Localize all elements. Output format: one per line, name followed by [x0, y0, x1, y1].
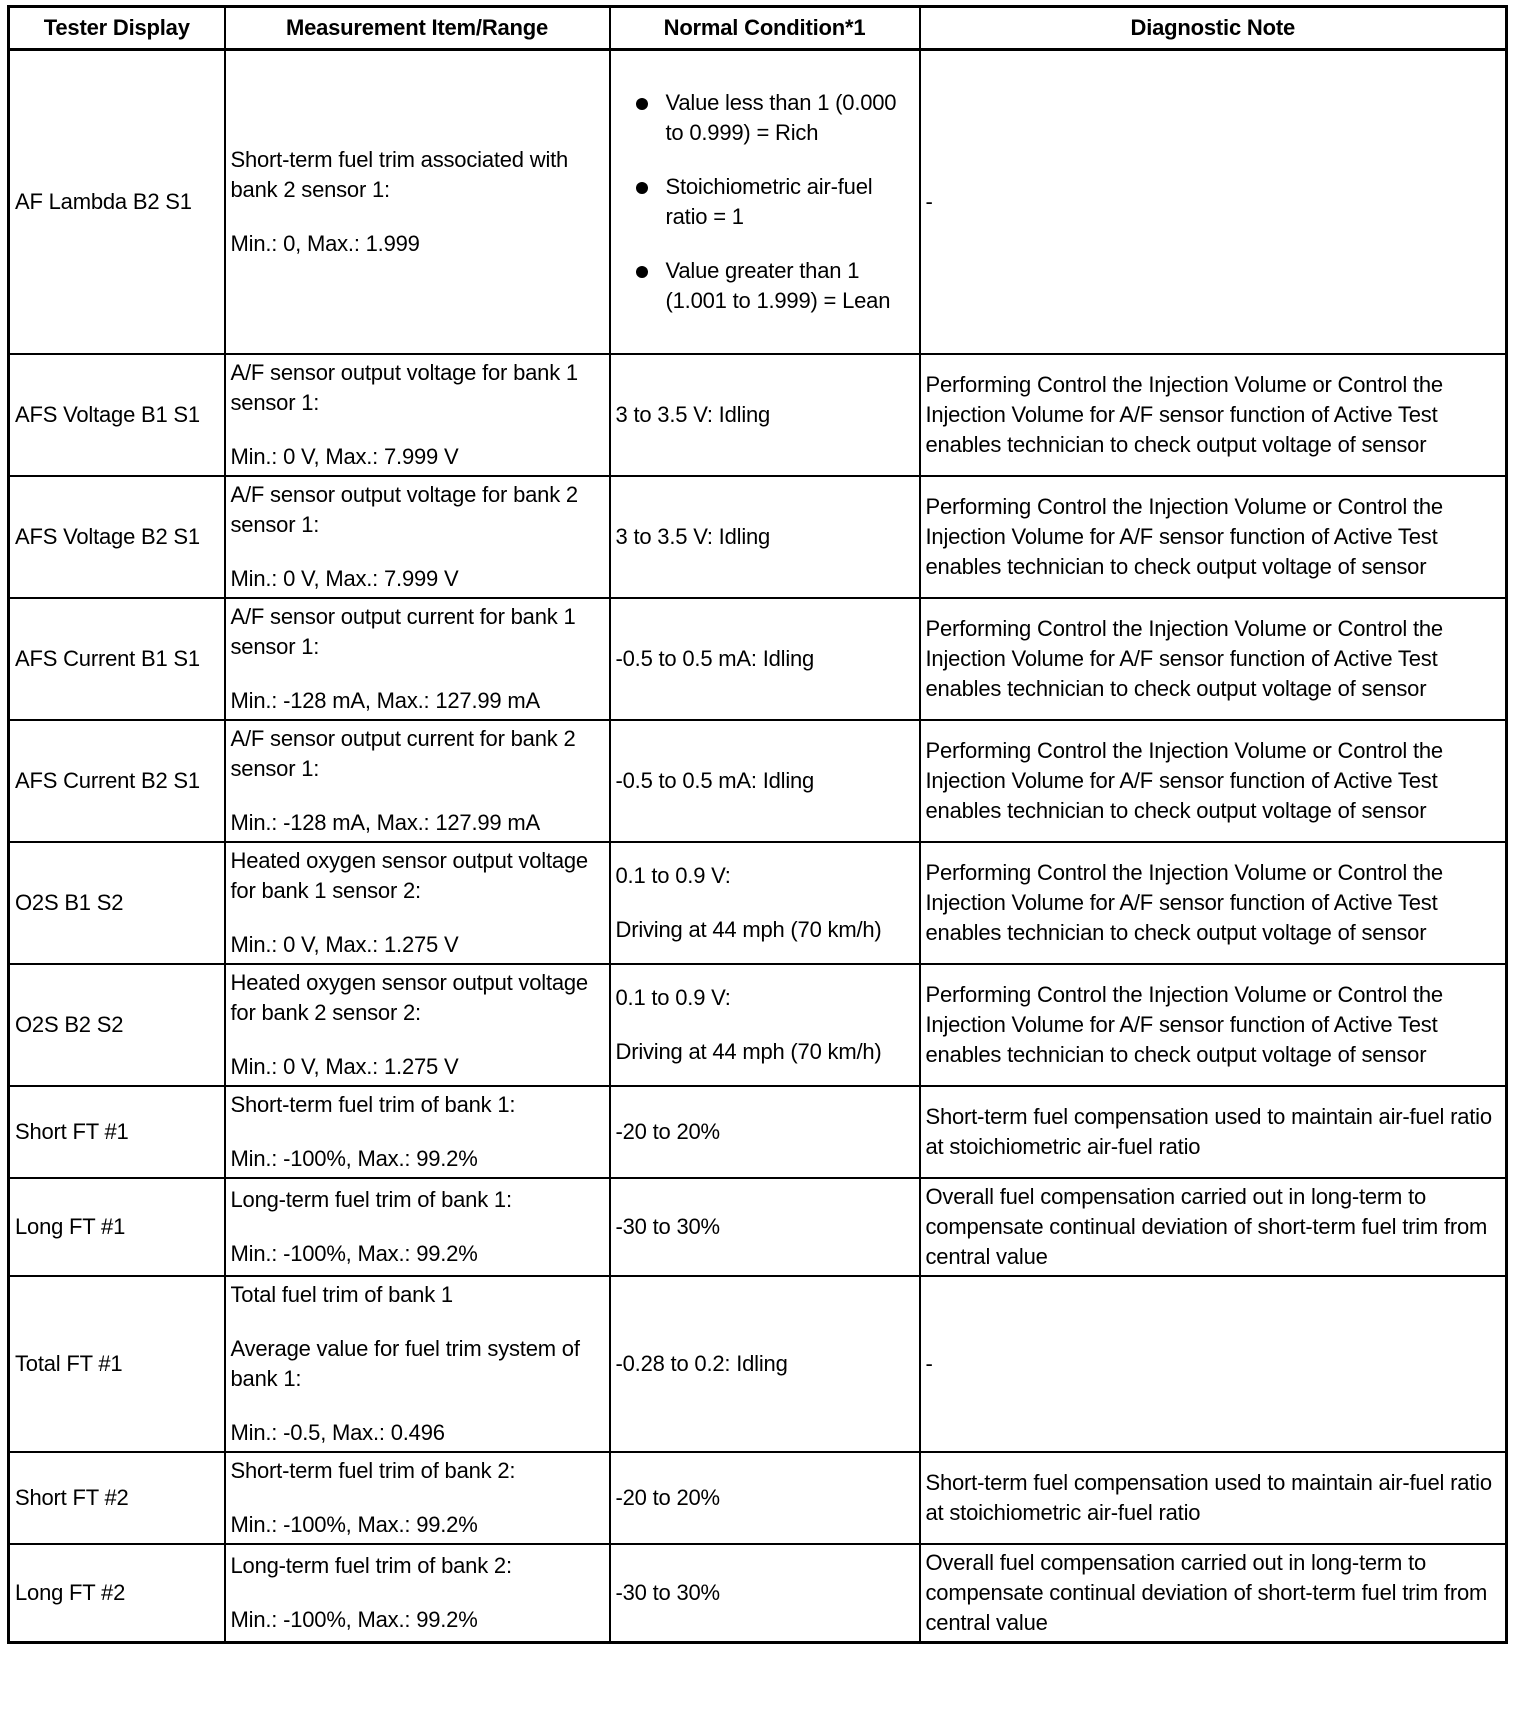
measurement-description: Short-term fuel trim of bank 2: — [230, 1458, 516, 1483]
table-row — [9, 1276, 1507, 1452]
table-header — [9, 7, 1507, 50]
header-tester-display: Tester Display — [9, 7, 225, 50]
normal-condition-bullet — [616, 88, 914, 148]
normal-condition-cell — [610, 598, 920, 720]
measurement-description: Average value for fuel trim system of bank 1: — [230, 1336, 580, 1391]
normal-condition-cell — [610, 842, 920, 964]
tester-display-cell: AFS Voltage B1 S1 — [9, 354, 225, 476]
diagnostic-note-cell: Performing Control the Injection Volume or Control the Injection Volume for A/F sensor function of Active Test enables technician to check output voltage of sensor — [920, 964, 1507, 1086]
tester-display-cell: O2S B2 S2 — [9, 964, 225, 1086]
table-row — [9, 842, 1507, 964]
tester-display-cell: Short FT #2 — [9, 1452, 225, 1544]
measurement-description: A/F sensor output current for bank 1 sensor 1: — [230, 604, 576, 659]
measurement-range: Min.: 0 V, Max.: 1.275 V — [230, 932, 459, 957]
header-normal-condition: Normal Condition*1 — [610, 7, 920, 50]
normal-condition-cell — [610, 476, 920, 598]
tester-display-cell: AFS Current B2 S1 — [9, 720, 225, 842]
measurement-cell — [225, 964, 610, 1086]
normal-condition-bullet — [616, 256, 914, 316]
measurement-cell — [225, 598, 610, 720]
tester-display-cell: Long FT #2 — [9, 1544, 225, 1643]
measurement-cell — [225, 842, 610, 964]
measurement-range: Min.: 0 V, Max.: 7.999 V — [230, 566, 459, 591]
measurement-description: A/F sensor output voltage for bank 2 sensor 1: — [230, 482, 578, 537]
normal-condition-value: -20 to 20% — [615, 1119, 720, 1144]
table-row — [9, 476, 1507, 598]
measurement-range: Min.: -128 mA, Max.: 127.99 mA — [230, 688, 540, 713]
bullet-icon — [636, 182, 648, 194]
normal-condition-cell — [610, 1178, 920, 1276]
normal-condition-value: -0.28 to 0.2: Idling — [615, 1351, 788, 1376]
diagnostic-note-cell: - — [920, 50, 1507, 355]
tester-display-cell: AFS Current B1 S1 — [9, 598, 225, 720]
measurement-range: Min.: 0 V, Max.: 7.999 V — [230, 444, 459, 469]
table-row — [9, 720, 1507, 842]
measurement-title: Total fuel trim of bank 1 — [230, 1282, 453, 1307]
measurement-description: Short-term fuel trim associated with bank 2 sensor 1: — [230, 147, 569, 202]
diagnostic-note-cell: Short-term fuel compensation used to maintain air-fuel ratio at stoichiometric air-fuel ratio — [920, 1086, 1507, 1178]
table-row — [9, 964, 1507, 1086]
normal-condition-cell — [610, 1452, 920, 1544]
measurement-cell — [225, 1178, 610, 1276]
normal-condition-value: 3 to 3.5 V: Idling — [615, 402, 771, 427]
measurement-range: Min.: -100%, Max.: 99.2% — [230, 1241, 478, 1266]
measurement-description: Heated oxygen sensor output voltage for bank 1 sensor 2: — [230, 848, 588, 903]
measurement-range: Min.: -100%, Max.: 99.2% — [230, 1607, 478, 1632]
diagnostic-note-cell: Performing Control the Injection Volume or Control the Injection Volume for A/F sensor function of Active Test enables technician to check output voltage of sensor — [920, 720, 1507, 842]
diagnostic-note-cell: Performing Control the Injection Volume or Control the Injection Volume for A/F sensor function of Active Test enables technician to check output voltage of sensor — [920, 354, 1507, 476]
normal-condition-cell — [610, 50, 920, 355]
measurement-range: Min.: 0, Max.: 1.999 — [230, 231, 420, 256]
table-row — [9, 1544, 1507, 1643]
bullet-icon — [636, 98, 648, 110]
tester-display-cell: O2S B1 S2 — [9, 842, 225, 964]
diagnostic-note-cell: Overall fuel compensation carried out in long-term to compensate continual deviation of short-term fuel trim from central value — [920, 1544, 1507, 1643]
normal-condition-value: -30 to 30% — [615, 1214, 720, 1239]
measurement-range: Min.: -100%, Max.: 99.2% — [230, 1146, 478, 1171]
tester-display-cell: Short FT #1 — [9, 1086, 225, 1178]
measurement-description: A/F sensor output voltage for bank 1 sensor 1: — [230, 360, 578, 415]
measurement-description: Long-term fuel trim of bank 1: — [230, 1187, 512, 1212]
table-row — [9, 50, 1507, 355]
table-row — [9, 1178, 1507, 1276]
header-measurement-item: Measurement Item/Range — [225, 7, 610, 50]
measurement-description: Heated oxygen sensor output voltage for bank 2 sensor 2: — [230, 970, 588, 1025]
normal-condition-value: -30 to 30% — [615, 1580, 720, 1605]
measurement-range: Min.: 0 V, Max.: 1.275 V — [230, 1054, 459, 1079]
diagnostic-note-cell: Short-term fuel compensation used to maintain air-fuel ratio at stoichiometric air-fuel ratio — [920, 1452, 1507, 1544]
table-body — [9, 50, 1507, 1643]
normal-condition-cell — [610, 964, 920, 1086]
bullet-icon — [636, 266, 648, 278]
measurement-cell — [225, 1276, 610, 1452]
normal-condition-bullet — [616, 172, 914, 232]
normal-condition-list — [616, 88, 914, 316]
normal-condition-cell — [610, 1544, 920, 1643]
diagnostic-note-cell: Performing Control the Injection Volume or Control the Injection Volume for A/F sensor function of Active Test enables technician to check output voltage of sensor — [920, 598, 1507, 720]
diagnostic-note-cell: Overall fuel compensation carried out in long-term to compensate continual deviation of short-term fuel trim from central value — [920, 1178, 1507, 1276]
measurement-cell — [225, 50, 610, 355]
measurement-cell — [225, 1452, 610, 1544]
normal-condition-value: -0.5 to 0.5 mA: Idling — [615, 768, 815, 793]
measurement-description: Long-term fuel trim of bank 2: — [230, 1553, 512, 1578]
diagnostic-note-cell: Performing Control the Injection Volume or Control the Injection Volume for A/F sensor function of Active Test enables technician to check output voltage of sensor — [920, 842, 1507, 964]
tester-display-cell: Total FT #1 — [9, 1276, 225, 1452]
normal-condition-value: -0.5 to 0.5 mA: Idling — [615, 646, 815, 671]
measurement-cell — [225, 1544, 610, 1643]
measurement-description: Short-term fuel trim of bank 1: — [230, 1092, 516, 1117]
normal-condition-value: -20 to 20% — [615, 1485, 720, 1510]
measurement-cell — [225, 720, 610, 842]
bullet-text: Stoichiometric air-fuel ratio = 1 — [665, 174, 873, 229]
normal-condition-detail: Driving at 44 mph (70 km/h) — [615, 917, 882, 942]
normal-condition-cell — [610, 1086, 920, 1178]
header-diagnostic-note: Diagnostic Note — [920, 7, 1507, 50]
normal-condition-cell — [610, 354, 920, 476]
table-row — [9, 1452, 1507, 1544]
data-list-table — [7, 5, 1508, 1644]
tester-display-cell: AF Lambda B2 S1 — [9, 50, 225, 355]
measurement-range: Min.: -100%, Max.: 99.2% — [230, 1512, 478, 1537]
measurement-range: Min.: -128 mA, Max.: 127.99 mA — [230, 810, 540, 835]
tester-display-cell: Long FT #1 — [9, 1178, 225, 1276]
bullet-text: Value greater than 1 (1.001 to 1.999) = Lean — [665, 258, 891, 313]
measurement-cell — [225, 354, 610, 476]
measurement-range: Min.: -0.5, Max.: 0.496 — [230, 1420, 445, 1445]
normal-condition-value: 0.1 to 0.9 V: — [615, 863, 731, 888]
measurement-description: A/F sensor output current for bank 2 sensor 1: — [230, 726, 576, 781]
normal-condition-detail: Driving at 44 mph (70 km/h) — [615, 1039, 882, 1064]
table-row — [9, 598, 1507, 720]
bullet-text: Value less than 1 (0.000 to 0.999) = Rich — [665, 90, 897, 145]
normal-condition-value: 3 to 3.5 V: Idling — [615, 524, 771, 549]
table-row — [9, 354, 1507, 476]
measurement-cell — [225, 1086, 610, 1178]
normal-condition-cell — [610, 1276, 920, 1452]
measurement-cell — [225, 476, 610, 598]
diagnostic-note-cell: - — [920, 1276, 1507, 1452]
normal-condition-value: 0.1 to 0.9 V: — [615, 985, 731, 1010]
normal-condition-cell — [610, 720, 920, 842]
header-row — [9, 7, 1507, 50]
diagnostic-note-cell: Performing Control the Injection Volume or Control the Injection Volume for A/F sensor function of Active Test enables technician to check output voltage of sensor — [920, 476, 1507, 598]
tester-display-cell: AFS Voltage B2 S1 — [9, 476, 225, 598]
table-row — [9, 1086, 1507, 1178]
